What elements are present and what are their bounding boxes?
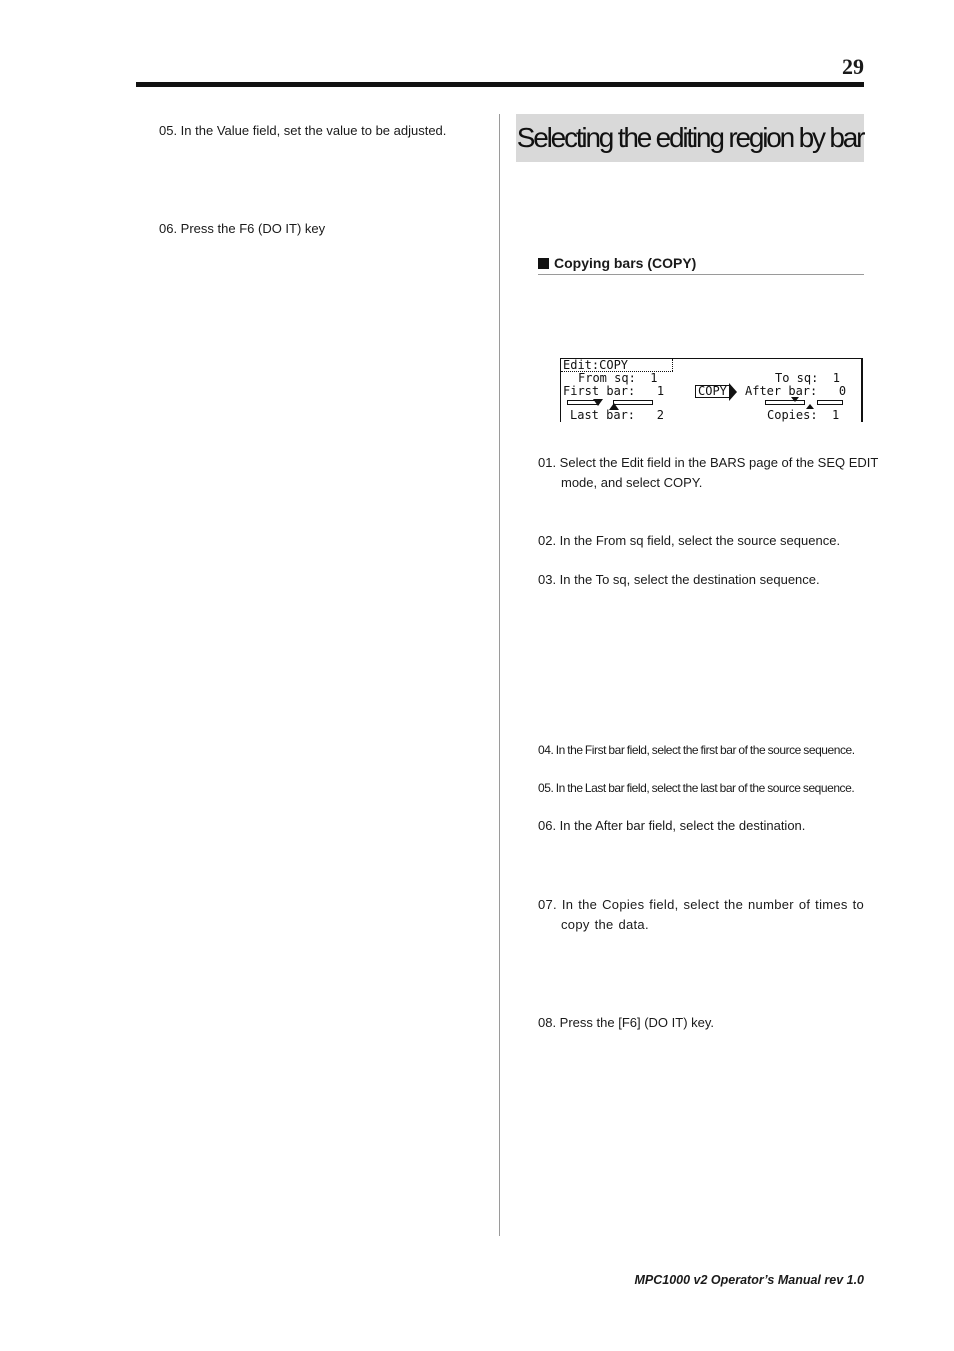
lcd-edit-field-edge bbox=[672, 359, 674, 371]
left-step-06: 06. Press the F6 (DO IT) key bbox=[159, 221, 326, 236]
lcd-source-bar-right bbox=[613, 400, 653, 405]
right-step-08: 08. Press the [F6] (DO IT) key. bbox=[538, 1015, 715, 1030]
lcd-from-sq: From sq: 1 bbox=[578, 371, 658, 385]
black-square-icon bbox=[538, 258, 549, 269]
lcd-first-marker-icon bbox=[593, 399, 603, 406]
right-step-07: 07. In the Copies field, select the number of times to copy the data. bbox=[538, 897, 865, 932]
page-number: 29 bbox=[842, 54, 864, 79]
lcd-copy-label: COPY bbox=[695, 385, 730, 398]
column-divider bbox=[499, 114, 500, 1236]
lcd-after-bar: After bar: 0 bbox=[745, 384, 847, 398]
lcd-to-sq: To sq: 1 bbox=[775, 371, 841, 385]
right-step-06: 06. In the After bar field, select the destination. bbox=[538, 818, 806, 833]
subheading bbox=[538, 255, 864, 275]
footer-manual-title: MPC1000 v2 Operator’s Manual rev 1.0 bbox=[634, 1273, 864, 1287]
subheading-text: Copying bars (COPY) bbox=[554, 255, 697, 271]
lcd-screen bbox=[560, 358, 863, 422]
header-rule bbox=[136, 82, 864, 87]
lcd-last-bar: Last bar: 2 bbox=[570, 408, 664, 422]
lcd-insert-marker-icon bbox=[806, 404, 814, 409]
right-step-02: 02. In the From sq field, select the source sequence. bbox=[538, 533, 841, 548]
lcd-dest-bar-left bbox=[765, 400, 805, 405]
right-step-01: 01. Select the Edit field in the BARS page of the SEQ EDIT mode, and select COPY. bbox=[538, 455, 879, 490]
right-step-03: 03. In the To sq, select the destination sequence. bbox=[538, 572, 820, 587]
lcd-dest-bar-right bbox=[817, 400, 843, 405]
section-title-box bbox=[516, 114, 864, 162]
lcd-copies: Copies: 1 bbox=[767, 408, 840, 422]
lcd-edit-field: Edit:COPY bbox=[563, 358, 629, 372]
lcd-last-marker-icon bbox=[609, 403, 619, 410]
right-step-04: 04. In the First bar field, select the first bar of the source sequence. bbox=[538, 743, 855, 757]
lcd-first-bar: First bar: 1 bbox=[563, 384, 665, 398]
lcd-copy-arrow-icon bbox=[729, 383, 737, 401]
section-title: Selecting the editing region by bar bbox=[516, 122, 864, 153]
right-step-05: 05. In the Last bar field, select the last bar of the source sequence. bbox=[538, 781, 855, 795]
lcd-after-marker-icon bbox=[791, 397, 799, 402]
left-step-05: 05. In the Value field, set the value to be adjusted. bbox=[159, 123, 447, 138]
